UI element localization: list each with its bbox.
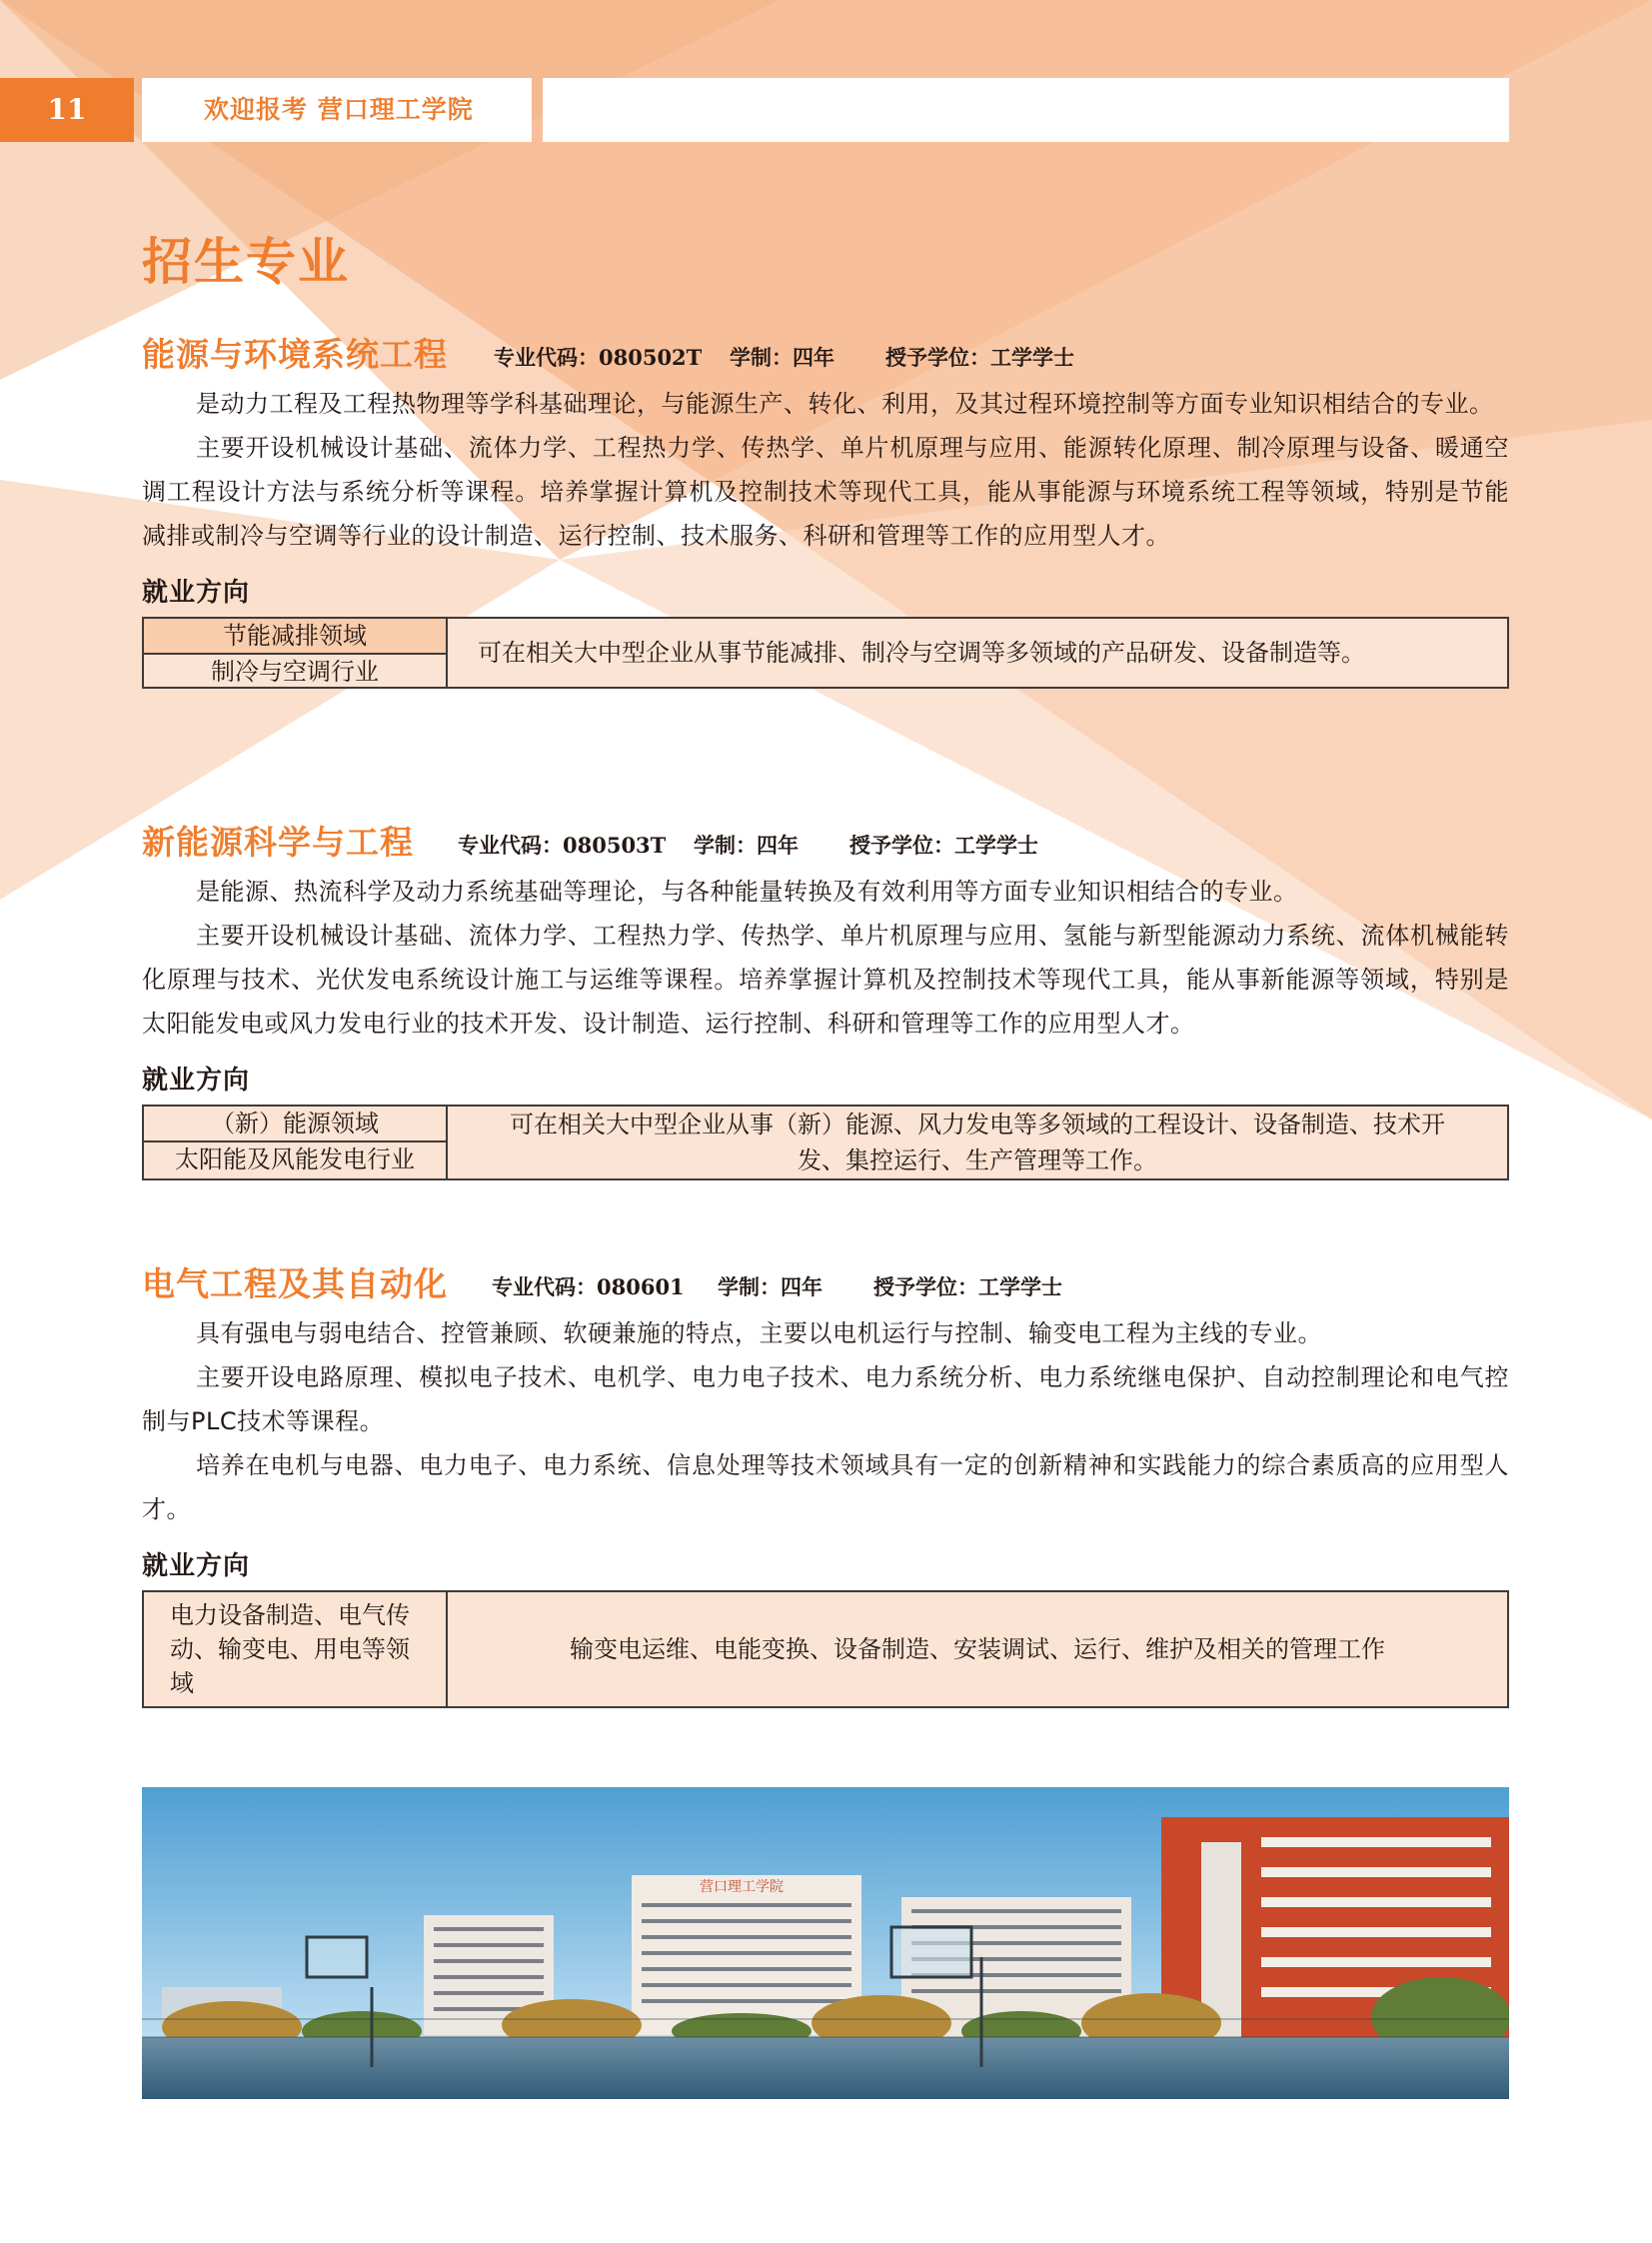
major-section-energy-environment (142, 326, 1509, 689)
major-courses: 主要开设机械设计基础、流体力学、工程热力学、传热学、单片机原理与应用、氢能与新型能源动力系统、流体机械能转化原理与技术、光伏发电系统设计施工与运维等课程。培养掌握计算机及控制技术等现代工具，能从事新能源等领域，特别是太阳能发电或风力发电行业的技术开发、设计制造、运行控制、科研和管理等工作的应用型人才。 (142, 922, 1509, 1038)
jobs-fields (144, 1592, 448, 1706)
page-header (0, 78, 1509, 142)
major-header (142, 814, 1509, 870)
major-name: 能源与环境系统工程 (142, 335, 448, 374)
major-intro: 是能源、热流科学及动力系统基础等理论，与各种能量转换及有效利用等方面专业知识相结合的专业。 (196, 878, 1298, 906)
jobs-fields (144, 1107, 448, 1178)
jobs-fields (144, 619, 448, 687)
jobs-field: 节能减排领域 (144, 619, 446, 653)
jobs-label: 就业方向 (142, 1551, 251, 1581)
major-section-new-energy (142, 814, 1509, 1180)
jobs-table (142, 1590, 1509, 1708)
campus-sign-text: 营口理工学院 (700, 1879, 784, 1895)
major-degree: 授予学位：工学学士 (873, 1274, 1062, 1299)
jobs-description: 可在相关大中型企业从事（新）能源、风力发电等多领域的工程设计、设备制造、技术开发、集控运行、生产管理等工作。 (510, 1111, 1445, 1174)
major-intro: 具有强电与弱电结合、控管兼顾、软硬兼施的特点，主要以电机运行与控制、输变电工程为主线的专业。 (196, 1319, 1322, 1347)
major-duration: 学制：四年 (718, 1274, 823, 1299)
major-duration: 学制：四年 (694, 833, 799, 858)
major-degree: 授予学位：工学学士 (885, 345, 1074, 370)
major-header (142, 1255, 1509, 1311)
jobs-field: 太阳能及风能发电行业 (144, 1140, 446, 1174)
jobs-field: 制冷与空调行业 (144, 653, 446, 687)
jobs-description: 输变电运维、电能变换、设备制造、安装调试、运行、维护及相关的管理工作 (570, 1635, 1385, 1663)
major-code: 专业代码：080502T (494, 345, 703, 370)
major-section-electrical (142, 1255, 1509, 1708)
header-blank-bar (543, 78, 1509, 142)
major-header (142, 326, 1509, 382)
major-courses: 主要开设电路原理、模拟电子技术、电机学、电力电子技术、电力系统分析、电力系统继电保护、自动控制理论和电气控制与PLC技术等课程。 (142, 1363, 1509, 1435)
major-name: 新能源科学与工程 (142, 823, 414, 862)
major-intro: 是动力工程及工程热物理等学科基础理论，与能源生产、转化、利用，及其过程环境控制等方面专业知识相结合的专业。 (196, 390, 1494, 418)
jobs-field: 电力设备制造、电气传动、输变电、用电等领域 (170, 1601, 410, 1697)
jobs-description: 可在相关大中型企业从事节能减排、制冷与空调等多领域的产品研发、设备制造等。 (478, 639, 1365, 667)
major-code: 专业代码：080503T (458, 833, 667, 858)
jobs-label: 就业方向 (142, 578, 251, 608)
campus-photo (142, 1787, 1509, 2099)
jobs-table (142, 1105, 1509, 1180)
major-name: 电气工程及其自动化 (142, 1264, 448, 1303)
major-code: 专业代码：080601 (492, 1274, 685, 1299)
major-courses: 主要开设机械设计基础、流体力学、工程热力学、传热学、单片机原理与应用、能源转化原理、制冷原理与设备、暖通空调工程设计方法与系统分析等课程。培养掌握计算机及控制技术等现代工具，能从事能源与环境系统工程等领域，特别是节能减排或制冷与空调等行业的设计制造、运行控制、技术服务、科研和管理等工作的应用型人才。 (142, 434, 1509, 550)
page-title: 招生专业 (142, 233, 350, 291)
major-degree: 授予学位：工学学士 (849, 833, 1038, 858)
jobs-table (142, 617, 1509, 689)
page-number: 11 (0, 78, 134, 142)
header-title: 欢迎报考 营口理工学院 (142, 78, 532, 142)
jobs-label: 就业方向 (142, 1066, 251, 1096)
major-goal: 培养在电机与电器、电力电子、电力系统、信息处理等技术领域具有一定的创新精神和实践能力的综合素质高的应用型人才。 (142, 1451, 1509, 1523)
major-duration: 学制：四年 (730, 345, 834, 370)
jobs-field: （新）能源领域 (211, 1110, 379, 1137)
